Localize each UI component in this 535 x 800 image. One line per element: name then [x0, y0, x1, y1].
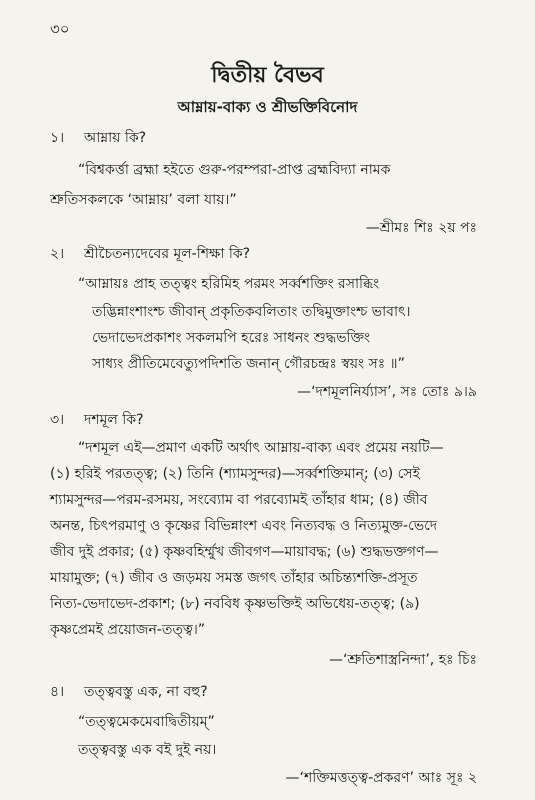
- verse-line: সাধ্যং প্রীতিমেবেত্যুপদিশতি জনান্ গৌরচন্দ্রঃ স্বয়ং সঃ ॥”: [92, 356, 405, 372]
- question-3: [50, 410, 144, 430]
- verse-line: ভেদাভেদপ্রকাশং সকলমপি হরেঃ সাধনং শুদ্ধভক্তিং: [92, 330, 371, 346]
- question-number: ২।: [50, 246, 65, 262]
- citation: —‘দশমূলনির্য্যাস’, সঃ তোঃ ৯।৯: [297, 384, 477, 400]
- answer-line: শ্যামসুন্দর—পরম-রসময়, সংব্যোম বা পরব্যোমই তাঁহার ধাম; (৪) জীব: [50, 492, 428, 508]
- question-1: [50, 128, 146, 148]
- chapter-title: দ্বিতীয় বৈভব: [211, 63, 324, 88]
- question-number: ৩।: [50, 412, 65, 428]
- question-number: ৪।: [50, 684, 65, 700]
- answer-line: “দশমূল এই—প্রমাণ একটি অর্থাৎ আম্নায়-বাক্য এবং প্রমেয় নয়টি—: [78, 440, 444, 456]
- answer-line: নিত্য-ভেদাভেদ-প্রকাশ; (৮) নববিধ কৃষ্ণভক্তিই অভিধেয়-তত্ত্ব; (৯): [50, 596, 420, 612]
- verse-line: “আম্নায়ঃ প্রাহ তত্ত্বং হরিমিহ পরমং সর্ব্বশক্তিং রসাব্ধিং: [78, 276, 380, 292]
- citation: —শ্রীমঃ শিঃ ২য় পঃ: [365, 220, 477, 236]
- answer-line: শ্রুতিসকলকে ‘আম্নায়’ বলা যায়।”: [50, 192, 237, 208]
- question-text: শ্রীচৈতন্যদেবের মূল-শিক্ষা কি?: [84, 246, 251, 262]
- answer-line: (১) হরিই পরতত্ত্ব; (২) তিনি (শ্যামসুন্দর)—সর্ব্বশক্তিমান্; (৩) সেই: [50, 466, 420, 482]
- answer-line: “বিশ্বকর্ত্তা ব্রহ্মা হইতে গুরু-পরম্পরা-প্রাপ্ত ব্রহ্মবিদ্যা নামক: [78, 162, 391, 178]
- question-4: [50, 682, 208, 702]
- question-text: তত্ত্ববস্তু এক, না বহু?: [84, 684, 208, 700]
- citation: —‘শক্তিমত্তত্ত্ব-প্রকরণ’ আঃ সূঃ ২: [285, 770, 477, 786]
- verse-line: তদ্ভিন্নাংশাংশ্চ জীবান্ প্রকৃতিকবলিতাং তদ্বিমুক্তাংশ্চ ভাবাৎ।: [92, 304, 411, 320]
- answer-line: অনন্ত, চিৎপরমাণু ও কৃষ্ণের বিভিন্নাংশ এবং নিত্যবদ্ধ ও নিত্যমুক্ত-ভেদে: [50, 518, 438, 534]
- answer-line: মায়ামুক্ত; (৭) জীব ও জড়ময় সমস্ত জগৎ তাঁহার অচিন্ত্যশক্তি-প্রসূত: [50, 570, 418, 586]
- answer-line: কৃষ্ণপ্রেমই প্রয়োজন-তত্ত্ব।”: [50, 622, 206, 638]
- question-text: দশমূল কি?: [84, 412, 144, 428]
- answer-line: তত্ত্ববস্তু এক বই দুই নয়।: [78, 742, 217, 758]
- page-number: ৩০: [50, 20, 70, 38]
- citation: —‘শ্রুতিশাস্ত্রনিন্দা’, হঃ চিঃ: [329, 652, 477, 668]
- question-number: ১।: [50, 130, 65, 146]
- quote-line: “তত্ত্বমেকমেবাদ্বিতীয়ম্”: [78, 714, 215, 730]
- question-text: আম্নায় কি?: [84, 130, 147, 146]
- answer-line: জীব দুই প্রকার; (৫) কৃষ্ণবহির্ম্মুখ জীবগণ—মায়াবদ্ধ; (৬) শুদ্ধভক্তগণ—: [50, 544, 439, 560]
- question-2: [50, 244, 250, 264]
- chapter-subtitle: আম্নায়-বাক্য ও শ্রীভক্তিবিনোদ: [177, 98, 358, 116]
